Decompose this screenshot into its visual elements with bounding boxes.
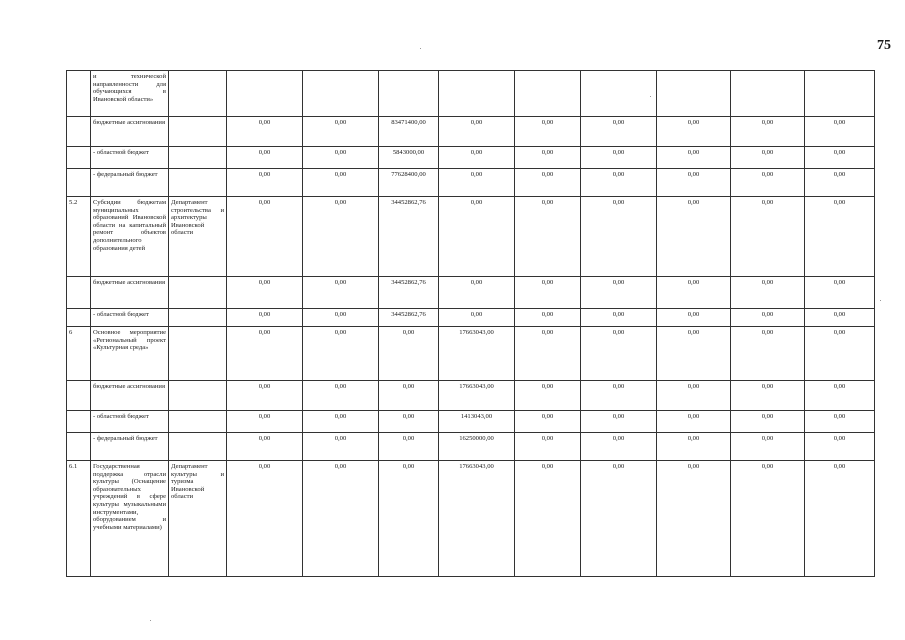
- value-cell: [439, 71, 515, 117]
- row-index-cell: [67, 309, 91, 327]
- value-cell: 0,00: [303, 309, 379, 327]
- table-row: [67, 169, 875, 197]
- value-cell: 0,00: [303, 277, 379, 309]
- value-cell: 0,00: [515, 327, 581, 381]
- value-cell: 0,00: [227, 411, 303, 433]
- value-cell: 0,00: [581, 309, 657, 327]
- value-cell: 0,00: [657, 147, 731, 169]
- value-cell: 0,00: [303, 381, 379, 411]
- value-cell: 16250000,00: [439, 433, 515, 461]
- table-row: [67, 309, 875, 327]
- row-executor-cell: [169, 381, 227, 411]
- row-executor-cell: [169, 147, 227, 169]
- scan-speck: [880, 300, 881, 301]
- value-cell: 0,00: [227, 433, 303, 461]
- value-cell: 83471400,00: [379, 117, 439, 147]
- value-cell: 1413043,00: [439, 411, 515, 433]
- row-index-cell: [67, 277, 91, 309]
- value-cell: 0,00: [581, 461, 657, 577]
- table-row: [67, 327, 875, 381]
- table-row: [67, 71, 875, 117]
- value-cell: 0,00: [805, 147, 875, 169]
- value-cell: 0,00: [731, 461, 805, 577]
- value-cell: 0,00: [657, 411, 731, 433]
- row-index-cell: [67, 411, 91, 433]
- value-cell: 0,00: [439, 117, 515, 147]
- table-row: [67, 277, 875, 309]
- table-row: [67, 411, 875, 433]
- value-cell: 0,00: [303, 411, 379, 433]
- value-cell: 34452862,76: [379, 277, 439, 309]
- row-name-cell: - федеральный бюджет: [91, 433, 169, 461]
- value-cell: 0,00: [303, 461, 379, 577]
- table-row: [67, 433, 875, 461]
- row-index-cell: [67, 147, 91, 169]
- value-cell: 17663043,00: [439, 381, 515, 411]
- value-cell: 0,00: [227, 197, 303, 277]
- row-index-cell: [67, 71, 91, 117]
- value-cell: 0,00: [227, 381, 303, 411]
- row-executor-cell: [169, 169, 227, 197]
- value-cell: 0,00: [227, 277, 303, 309]
- value-cell: 0,00: [227, 461, 303, 577]
- value-cell: 0,00: [439, 197, 515, 277]
- value-cell: 0,00: [731, 327, 805, 381]
- value-cell: 0,00: [731, 411, 805, 433]
- row-index-cell: 6.1: [67, 461, 91, 577]
- value-cell: 0,00: [731, 433, 805, 461]
- value-cell: 0,00: [731, 309, 805, 327]
- value-cell: 0,00: [303, 169, 379, 197]
- value-cell: 5843000,00: [379, 147, 439, 169]
- table-row: [67, 147, 875, 169]
- row-executor-cell: [169, 411, 227, 433]
- row-name-cell: бюджетные ассигнования: [91, 277, 169, 309]
- value-cell: 0,00: [227, 169, 303, 197]
- value-cell: 0,00: [303, 117, 379, 147]
- value-cell: 0,00: [379, 381, 439, 411]
- value-cell: 0,00: [805, 169, 875, 197]
- table-row: [67, 197, 875, 277]
- page-number: 75: [877, 38, 891, 53]
- value-cell: 0,00: [657, 169, 731, 197]
- value-cell: 0,00: [227, 147, 303, 169]
- value-cell: 0,00: [657, 381, 731, 411]
- scan-speck: [650, 96, 651, 97]
- value-cell: 34452862,76: [379, 197, 439, 277]
- value-cell: 0,00: [515, 309, 581, 327]
- value-cell: 0,00: [731, 117, 805, 147]
- value-cell: 0,00: [515, 433, 581, 461]
- value-cell: 0,00: [581, 197, 657, 277]
- value-cell: 0,00: [805, 381, 875, 411]
- value-cell: 0,00: [379, 411, 439, 433]
- value-cell: [731, 71, 805, 117]
- value-cell: 0,00: [581, 277, 657, 309]
- value-cell: 0,00: [731, 169, 805, 197]
- value-cell: 0,00: [515, 147, 581, 169]
- scan-speck: [420, 48, 421, 49]
- value-cell: 0,00: [515, 411, 581, 433]
- value-cell: 0,00: [805, 327, 875, 381]
- table-row: [67, 461, 875, 577]
- table-row: [67, 381, 875, 411]
- value-cell: 0,00: [805, 411, 875, 433]
- value-cell: [227, 71, 303, 117]
- value-cell: 0,00: [379, 327, 439, 381]
- value-cell: 0,00: [515, 461, 581, 577]
- value-cell: [515, 71, 581, 117]
- value-cell: 17663043,00: [439, 461, 515, 577]
- value-cell: 0,00: [581, 433, 657, 461]
- value-cell: 0,00: [657, 461, 731, 577]
- value-cell: 0,00: [303, 433, 379, 461]
- row-name-cell: - областной бюджет: [91, 147, 169, 169]
- value-cell: 0,00: [439, 309, 515, 327]
- value-cell: 0,00: [439, 169, 515, 197]
- row-executor-cell: [169, 309, 227, 327]
- value-cell: 0,00: [805, 461, 875, 577]
- row-executor-cell: Департамент культуры и туризма Ивановской области: [169, 461, 227, 577]
- value-cell: 0,00: [515, 117, 581, 147]
- value-cell: 0,00: [581, 327, 657, 381]
- value-cell: [303, 71, 379, 117]
- budget-table: [66, 70, 875, 577]
- value-cell: 0,00: [515, 169, 581, 197]
- row-index-cell: [67, 169, 91, 197]
- value-cell: 0,00: [731, 147, 805, 169]
- value-cell: 0,00: [805, 309, 875, 327]
- row-executor-cell: Департамент строительства и архитектуры Ивановской области: [169, 197, 227, 277]
- value-cell: 0,00: [581, 381, 657, 411]
- value-cell: 0,00: [805, 433, 875, 461]
- row-executor-cell: [169, 117, 227, 147]
- row-executor-cell: [169, 327, 227, 381]
- row-executor-cell: [169, 277, 227, 309]
- row-name-cell: - федеральный бюджет: [91, 169, 169, 197]
- table-row: [67, 117, 875, 147]
- row-index-cell: 5.2: [67, 197, 91, 277]
- row-executor-cell: [169, 433, 227, 461]
- value-cell: 34452862,76: [379, 309, 439, 327]
- value-cell: 0,00: [379, 433, 439, 461]
- value-cell: 0,00: [731, 197, 805, 277]
- value-cell: 0,00: [805, 117, 875, 147]
- table-body: [67, 71, 875, 577]
- value-cell: 0,00: [657, 433, 731, 461]
- value-cell: 0,00: [731, 277, 805, 309]
- value-cell: 0,00: [379, 461, 439, 577]
- row-name-cell: - областной бюджет: [91, 411, 169, 433]
- row-index-cell: [67, 117, 91, 147]
- value-cell: 0,00: [657, 327, 731, 381]
- row-name-cell: Государственная поддержка отрасли культуры (Оснащение образовательных учреждений в сфере культуры музыкальными инструментами, оборудованием и учебными материалами): [91, 461, 169, 577]
- row-index-cell: [67, 381, 91, 411]
- value-cell: 0,00: [581, 117, 657, 147]
- value-cell: 0,00: [805, 197, 875, 277]
- row-name-cell: Субсидии бюджетам муниципальных образований Ивановской области на капитальный ремонт объектов дополнительного образования детей: [91, 197, 169, 277]
- value-cell: 0,00: [439, 277, 515, 309]
- value-cell: 0,00: [581, 147, 657, 169]
- value-cell: 0,00: [515, 381, 581, 411]
- value-cell: 0,00: [227, 117, 303, 147]
- value-cell: 0,00: [439, 147, 515, 169]
- value-cell: 0,00: [303, 197, 379, 277]
- value-cell: 17663043,00: [439, 327, 515, 381]
- row-name-cell: бюджетные ассигнования: [91, 117, 169, 147]
- row-executor-cell: [169, 71, 227, 117]
- value-cell: 0,00: [581, 411, 657, 433]
- value-cell: [805, 71, 875, 117]
- value-cell: 0,00: [515, 277, 581, 309]
- row-name-cell: Основное мероприятие «Региональный проект «Культурная среда»: [91, 327, 169, 381]
- value-cell: [657, 71, 731, 117]
- value-cell: 0,00: [303, 147, 379, 169]
- row-index-cell: 6: [67, 327, 91, 381]
- scan-speck: [150, 620, 151, 621]
- value-cell: 0,00: [657, 309, 731, 327]
- value-cell: 0,00: [805, 277, 875, 309]
- value-cell: 0,00: [657, 197, 731, 277]
- value-cell: [581, 71, 657, 117]
- row-index-cell: [67, 433, 91, 461]
- value-cell: [379, 71, 439, 117]
- value-cell: 0,00: [303, 327, 379, 381]
- value-cell: 0,00: [515, 197, 581, 277]
- value-cell: 0,00: [227, 309, 303, 327]
- row-name-cell: бюджетные ассигнования: [91, 381, 169, 411]
- value-cell: 0,00: [731, 381, 805, 411]
- value-cell: 0,00: [227, 327, 303, 381]
- value-cell: 0,00: [581, 169, 657, 197]
- value-cell: 77628400,00: [379, 169, 439, 197]
- value-cell: 0,00: [657, 117, 731, 147]
- value-cell: 0,00: [657, 277, 731, 309]
- row-name-cell: - областной бюджет: [91, 309, 169, 327]
- row-name-cell: и технической направленности для обучающихся в Ивановской области»: [91, 71, 169, 117]
